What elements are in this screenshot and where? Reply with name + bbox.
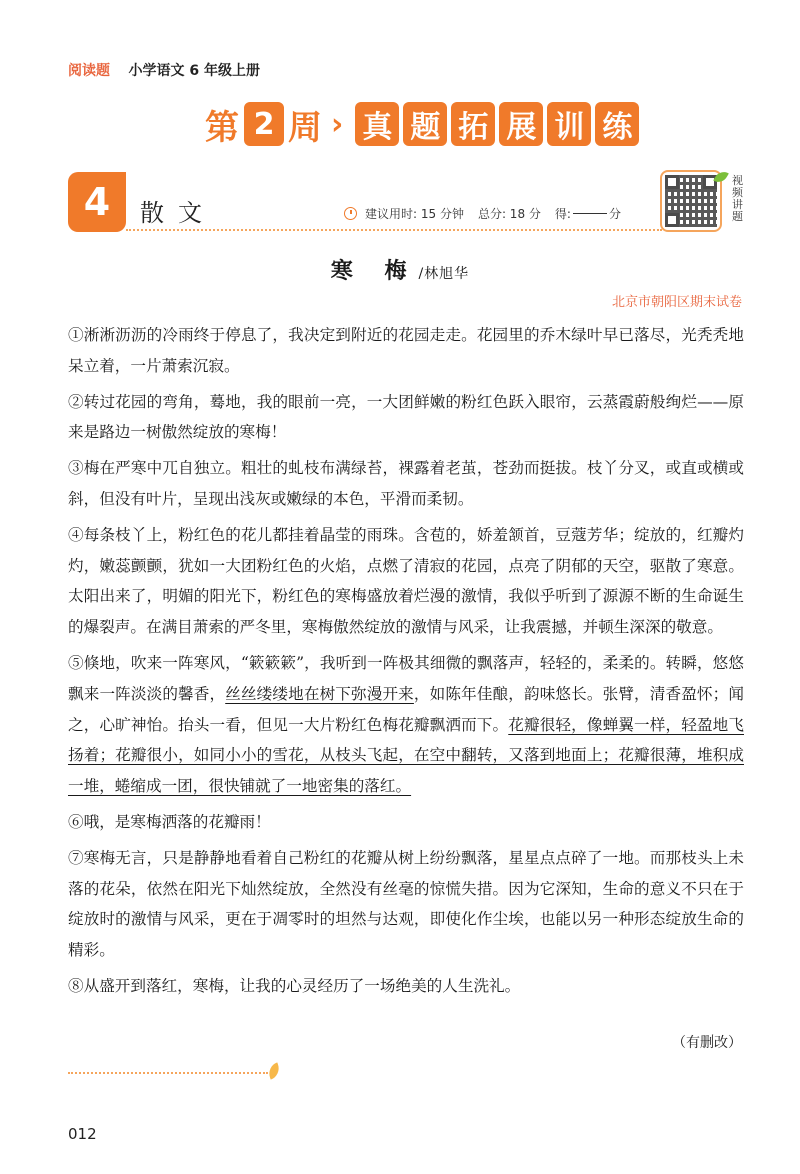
article-source: 北京市朝阳区期末试卷 bbox=[611, 295, 742, 310]
section-number: 4 bbox=[68, 172, 126, 232]
banner-title-char: 题 bbox=[403, 102, 447, 146]
banner-title-char: 训 bbox=[547, 102, 591, 146]
underlined-sentence-2: 花瓣很轻，像蝉翼一样，轻盈地飞扬着；花瓣很小，如同小小的雪花，从枝头飞起，在空中翻转，又落到地面上；花瓣很薄，堆积成一堆，蜷缩成一团，很快铺就了一地密集的落红。 bbox=[68, 715, 744, 796]
week-number: 2 bbox=[244, 102, 284, 146]
banner-title-char: 练 bbox=[595, 102, 639, 146]
article-body bbox=[68, 320, 744, 1007]
underlined-sentence-1: 丝丝缕缕地在树下弥漫开来 bbox=[225, 684, 414, 703]
paragraph-8: ⑧从盛开到落红，寒梅，让我的心灵经历了一场绝美的人生洗礼。 bbox=[68, 976, 521, 995]
paragraph-3: ③梅在严寒中兀自独立。粗壮的虬枝布满绿苔，裸露着老茧，苍劲而挺拔。枝丫分叉，或直或横或斜，但没有叶片，呈现出浅灰或嫩绿的本色，平滑而柔韧。 bbox=[68, 459, 744, 508]
week-suffix: 周 bbox=[288, 107, 323, 148]
paragraph-1: ①淅淅沥沥的冷雨终于停息了，我决定到附近的花园走走。花园里的乔木绿叶早已落尽，光秃秃地呆立着，一片萧索沉寂。 bbox=[68, 326, 744, 375]
paragraph-7: ⑦寒梅无言，只是静静地看着自己粉红的花瓣从树上纷纷飘落，星星点点碎了一地。而那枝头上未落的花朵，依然在阳光下灿然绽放，全然没有丝毫的惊慌失措。因为它深知，生命的意义不只在于绽放时的激情与风采，更在于凋零时的坦然与达观，即使化作尘埃，也能以另一种形态绽放生命的精彩。 bbox=[68, 848, 744, 960]
qr-code-icon bbox=[665, 175, 717, 227]
section-info bbox=[344, 205, 635, 222]
footer-divider bbox=[68, 1072, 268, 1074]
banner-title-char: 拓 bbox=[451, 102, 495, 146]
suggested-time: 建议用时: 15 分钟 bbox=[365, 207, 464, 221]
score-unit: 分 bbox=[608, 207, 621, 221]
video-explain-label: 视频讲题 bbox=[732, 174, 743, 223]
header-book: 小学语文 6 年级上册 bbox=[128, 63, 260, 79]
edit-note: （有删改） bbox=[672, 1035, 742, 1051]
section-divider bbox=[126, 229, 662, 231]
page-header bbox=[68, 60, 260, 80]
paragraph-6: ⑥哦，是寒梅洒落的花瓣雨！ bbox=[68, 812, 271, 831]
paragraph-2: ②转过花园的弯角，蓦地，我的眼前一亮，一大团鲜嫩的粉红色跃入眼帘，云蒸霞蔚般绚烂——原来是路边一树傲然绽放的寒梅！ bbox=[68, 392, 744, 442]
article-title bbox=[0, 254, 800, 285]
banner-title-char: 展 bbox=[499, 102, 543, 146]
banner-title-char: 真 bbox=[355, 102, 399, 146]
leaf-icon bbox=[266, 1062, 282, 1079]
page-number: 012 bbox=[68, 1125, 97, 1143]
total-score: 总分: 18 分 bbox=[477, 207, 541, 221]
score-blank bbox=[573, 213, 607, 214]
week-prefix: 第 bbox=[205, 107, 240, 148]
paragraph-5-part: ⑤倏地，吹来一阵寒风，“簌簌簌”，我听到一阵极其细微的飘落声，轻轻的，柔柔的。转瞬，悠悠飘来一阵淡淡的馨香， bbox=[68, 653, 744, 703]
article-title-text: 寒 梅 bbox=[330, 258, 419, 284]
score-label: 得: bbox=[554, 207, 571, 221]
clock-icon bbox=[344, 207, 357, 220]
week-banner bbox=[205, 100, 643, 148]
section-name: 散文 bbox=[140, 199, 216, 227]
paragraph-4: ④每条枝丫上，粉红色的花儿都挂着晶莹的雨珠。含苞的，娇羞颔首，豆蔻芳华；绽放的，红瓣灼灼，嫩蕊颤颤，犹如一大团粉红色的火焰，点燃了清寂的花园，点亮了阴郁的天空，驱散了寒意。太阳出来了，明媚的阳光下，粉红色的寒梅盛放着烂漫的激情，我似乎听到了源源不断的生命诞生的爆裂声。在满目萧索的严冬里，寒梅傲然绽放的激情与风采，让我震撼，并顿生深深的敬意。 bbox=[68, 525, 744, 637]
article-author: /林旭华 bbox=[418, 266, 470, 282]
paragraph-5-part: ，如陈年佳酿，韵味悠长。张臂，清香盈怀；闻之，心旷神怡。抬头一看，但见一大片粉红色梅花瓣飘洒而下。 bbox=[68, 684, 744, 734]
paragraph-5 bbox=[68, 648, 744, 802]
chevron-right-icon: › bbox=[331, 106, 344, 142]
header-tag: 阅读题 bbox=[68, 63, 110, 79]
